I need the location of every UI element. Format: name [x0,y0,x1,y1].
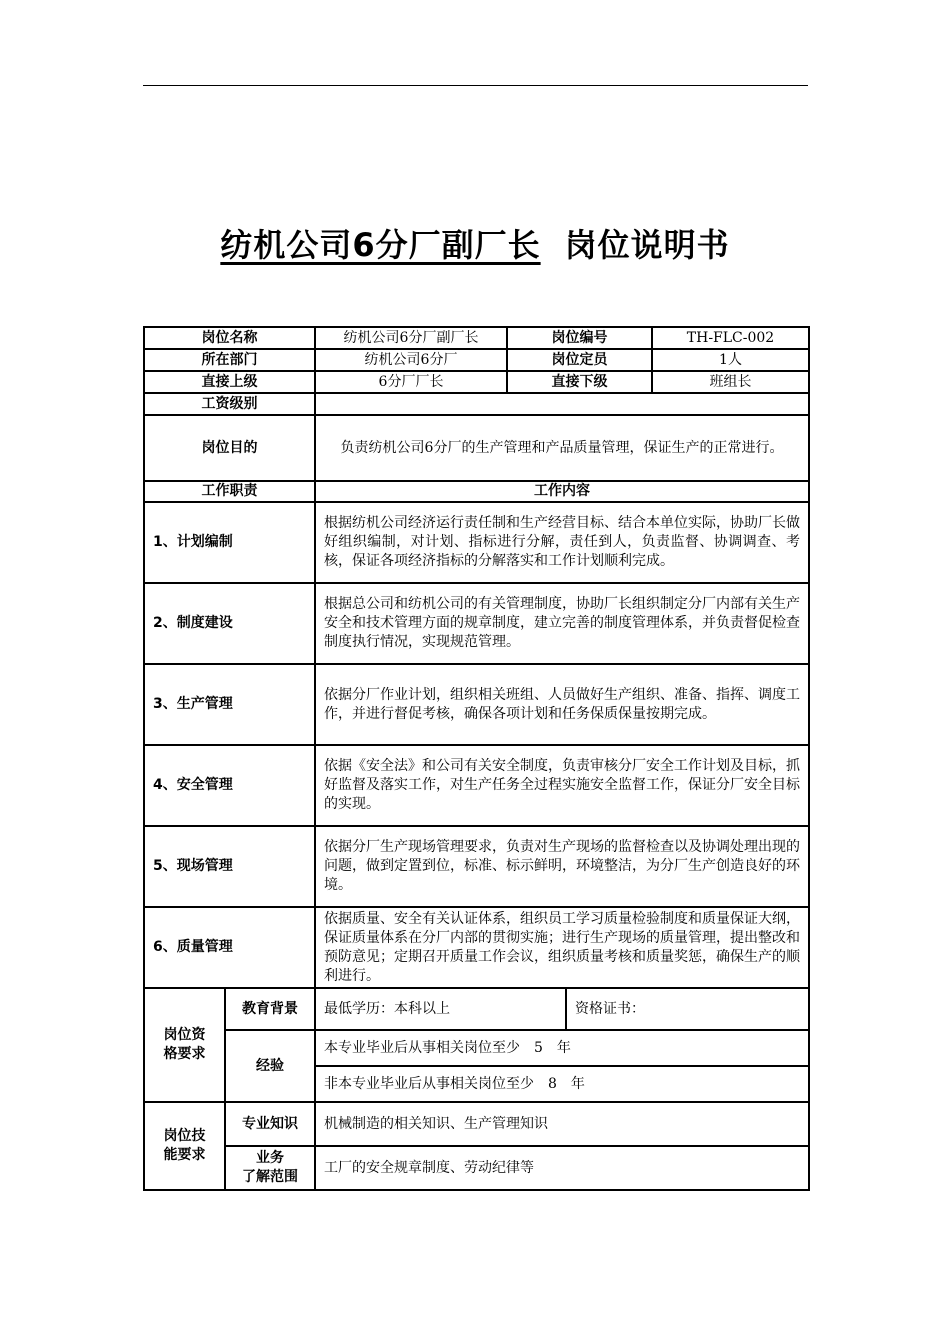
duty-content: 依据分厂作业计划，组织相关班组、人员做好生产组织、准备、指挥、调度工作，并进行督促考核，确保各项计划和任务保质保量按期完成。 [315,664,809,745]
skills-label-line2: 能要求 [163,1147,206,1163]
dept-label: 所在部门 [144,349,315,371]
business-label-line1: 业务 [256,1150,284,1166]
row-post-name [144,327,809,349]
business-value: 工厂的安全规章制度、劳动纪律等 [315,1146,809,1190]
business-label [225,1146,315,1190]
education-value: 最低学历：本科以上 [315,988,566,1030]
duty-content: 依据《安全法》和公司有关安全制度，负责审核分厂安全工作计划及目标，抓好监督及落实工作，对生产任务全过程实施安全监督工作，保证分厂安全目标的实现。 [315,745,809,826]
title-suffix: 岗位说明书 [564,226,730,264]
purpose-text: 负责纺机公司6分厂的生产管理和产品质量管理，保证生产的正常进行。 [315,415,809,481]
post-no-value: TH-FLC-002 [652,327,809,349]
duties-header-left: 工作职责 [144,481,315,502]
qualification-label [144,988,225,1102]
experience-2: 非本专业毕业后从事相关岗位至少 8 年 [315,1066,809,1102]
knowledge-label: 专业知识 [225,1102,315,1146]
row-knowledge [144,1102,809,1146]
duty-row [144,502,809,583]
row-superior [144,371,809,393]
duty-name: 4、安全管理 [144,745,315,826]
certificate-value: 资格证书： [566,988,809,1030]
skills-label-line1: 岗位技 [163,1128,206,1144]
quota-value: 1人 [652,349,809,371]
duties-header-right: 工作内容 [315,481,809,502]
skills-label [144,1102,225,1190]
superior-value: 6分厂厂长 [315,371,507,393]
qualification-label-line2: 格要求 [163,1046,206,1062]
row-business [144,1146,809,1190]
salary-label: 工资级别 [144,393,315,415]
post-name-value: 纺机公司6分厂副厂长 [315,327,507,349]
superior-label: 直接上级 [144,371,315,393]
title-main: 纺机公司6分厂副厂长 [220,226,541,264]
subordinate-label: 直接下级 [507,371,652,393]
subordinate-value: 班组长 [652,371,809,393]
duty-row [144,583,809,664]
qualification-label-line1: 岗位资 [163,1027,206,1043]
duty-content: 根据总公司和纺机公司的有关管理制度，协助厂长组织制定分厂内部有关生产安全和技术管理方面的规章制度，建立完善的制度管理体系，并负责督促检查制度执行情况，实现规范管理。 [315,583,809,664]
education-label: 教育背景 [225,988,315,1030]
row-duties-header [144,481,809,502]
quota-label: 岗位定员 [507,349,652,371]
duty-row [144,664,809,745]
experience-1: 本专业毕业后从事相关岗位至少 5 年 [315,1030,809,1066]
row-dept [144,349,809,371]
purpose-label: 岗位目的 [144,415,315,481]
duty-row [144,745,809,826]
page-title [0,220,950,266]
header-rule [143,85,808,86]
post-name-label: 岗位名称 [144,327,315,349]
job-description-table [143,326,810,1191]
duty-name: 5、现场管理 [144,826,315,907]
dept-value: 纺机公司6分厂 [315,349,507,371]
duty-content: 根据纺机公司经济运行责任制和生产经营目标、结合本单位实际，协助厂长做好组织编制，对计划、指标进行分解，责任到人，负责监督、协调调查、考核，保证各项经济指标的分解落实和工作计划顺利完成。 [315,502,809,583]
row-salary [144,393,809,415]
row-purpose [144,415,809,481]
duty-name: 2、制度建设 [144,583,315,664]
salary-value [315,393,809,415]
row-education [144,988,809,1030]
duty-row [144,826,809,907]
post-no-label: 岗位编号 [507,327,652,349]
duty-content: 依据分厂生产现场管理要求，负责对生产现场的监督检查以及协调处理出现的问题，做到定置到位，标准、标示鲜明，环境整洁，为分厂生产创造良好的环境。 [315,826,809,907]
duty-content: 依据质量、安全有关认证体系，组织员工学习质量检验制度和质量保证大纲，保证质量体系在分厂内部的贯彻实施；进行生产现场的质量管理，提出整改和预防意见；定期召开质量工作会议，组织质量考核和质量奖惩，确保生产的顺利进行。 [315,907,809,988]
business-label-line2: 了解范围 [242,1169,298,1185]
row-experience-1 [144,1030,809,1066]
duty-row [144,907,809,988]
knowledge-value: 机械制造的相关知识、生产管理知识 [315,1102,809,1146]
experience-label: 经验 [225,1030,315,1102]
duty-name: 1、计划编制 [144,502,315,583]
duty-name: 3、生产管理 [144,664,315,745]
duty-name: 6、质量管理 [144,907,315,988]
